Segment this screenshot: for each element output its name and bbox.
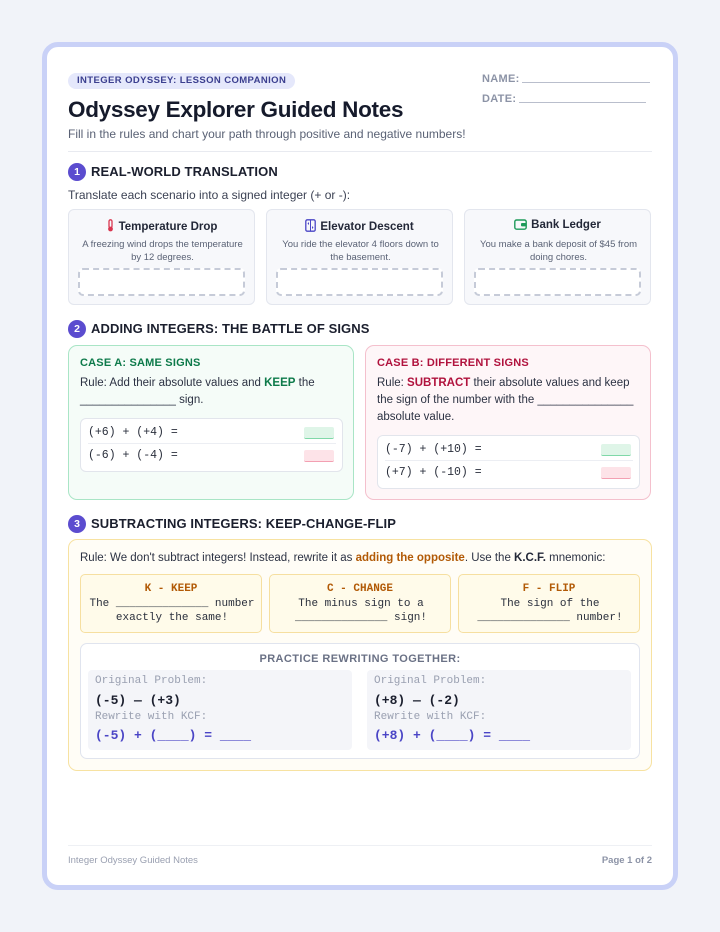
problem-row: (+7) + (-10) = — [385, 462, 633, 484]
step-text: The sign of the ______________ number! — [477, 598, 623, 624]
original-expression: (-5) — (+3) — [95, 693, 181, 708]
case-a-problems — [80, 418, 343, 472]
card-description: You ride the elevator 4 floors down to the basement. — [282, 239, 439, 263]
kcf-rewrite[interactable]: (+8) + (____) = ____ — [374, 728, 531, 743]
worksheet-page — [42, 42, 678, 890]
step-text: The minus sign to a ______________ sign! — [294, 598, 428, 624]
page-subtitle: Fill in the rules and chart your path through positive and negative numbers! — [68, 127, 466, 141]
kcf-panel — [68, 539, 652, 771]
answer-blank[interactable] — [304, 450, 334, 462]
adding-opposite-keyword: adding the opposite — [355, 552, 465, 564]
kcf-rule: Rule: We don't subtract integers! Instead, rewrite it as adding the opposite. Use the K.C.F. mnemonic: — [80, 552, 606, 564]
card-title: Elevator Descent — [320, 221, 414, 233]
footer-title: Integer Odyssey Guided Notes — [68, 855, 198, 866]
section-2-title: ADDING INTEGERS: THE BATTLE OF SIGNS — [91, 321, 370, 336]
date-label: DATE: — [482, 93, 517, 105]
section-1-instruction: Translate each scenario into a signed integer (+ or -): — [68, 188, 351, 202]
practice-title: PRACTICE REWRITING TOGETHER: — [259, 653, 461, 665]
section-3-title: SUBTRACTING INTEGERS: KEEP-CHANGE-FLIP — [91, 516, 396, 531]
date-line — [519, 102, 646, 103]
original-label: Original Problem: — [95, 675, 208, 687]
case-a-panel — [68, 345, 354, 500]
name-line — [522, 82, 650, 83]
problem-row: (-6) + (-4) = — [88, 445, 336, 467]
keep-keyword: KEEP — [264, 377, 296, 389]
practice-problem — [367, 670, 631, 750]
header-divider — [68, 151, 652, 152]
answer-box[interactable] — [78, 268, 245, 296]
practice-panel — [80, 643, 640, 759]
name-label: NAME: — [482, 73, 520, 85]
kcf-label: Rewrite with KCF: — [374, 711, 487, 723]
scenario-card-elevator — [266, 209, 453, 305]
lesson-badge: INTEGER ODYSSEY: LESSON COMPANION — [68, 73, 295, 89]
section-2-number: 2 — [68, 320, 86, 338]
elevator-icon — [305, 219, 316, 232]
card-title: Temperature Drop — [118, 221, 218, 233]
case-b-panel — [365, 345, 651, 500]
header — [68, 73, 652, 153]
section-3-number: 3 — [68, 515, 86, 533]
case-b-label: CASE B: DIFFERENT SIGNS — [377, 357, 529, 369]
kcf-rewrite[interactable]: (-5) + (____) = ____ — [95, 728, 252, 743]
original-label: Original Problem: — [374, 675, 487, 687]
thermometer-icon — [106, 219, 115, 232]
step-heading: C - CHANGE — [326, 583, 393, 595]
answer-box[interactable] — [276, 268, 443, 296]
case-a-rule: Rule: Add their absolute values and KEEP the _______________ sign. — [80, 377, 315, 406]
date-field[interactable] — [482, 93, 652, 105]
scenario-card-temperature — [68, 209, 255, 305]
problem-row: (-7) + (+10) = — [385, 439, 633, 461]
practice-problem — [88, 670, 352, 750]
step-heading: K - KEEP — [144, 583, 198, 595]
step-heading: F - FLIP — [522, 583, 576, 595]
answer-blank[interactable] — [601, 444, 631, 456]
card-description: You make a bank deposit of $45 from doing chores. — [479, 239, 638, 263]
kcf-step-flip — [458, 574, 640, 633]
case-a-label: CASE A: SAME SIGNS — [80, 357, 201, 369]
page-content — [68, 47, 652, 885]
step-text: The ______________ number exactly the same! — [89, 598, 255, 624]
answer-blank[interactable] — [601, 467, 631, 479]
scenario-card-bank — [464, 209, 651, 305]
page-title: Odyssey Explorer Guided Notes — [68, 97, 404, 122]
answer-box[interactable] — [474, 268, 641, 296]
section-1-title: REAL-WORLD TRANSLATION — [91, 164, 278, 179]
section-1-number: 1 — [68, 163, 86, 181]
card-title: Bank Ledger — [531, 219, 601, 231]
wallet-icon — [514, 219, 527, 230]
answer-blank[interactable] — [304, 427, 334, 439]
page-number: Page 1 of 2 — [601, 855, 652, 866]
kcf-label: Rewrite with KCF: — [95, 711, 208, 723]
original-expression: (+8) — (-2) — [374, 693, 460, 708]
case-b-problems — [377, 435, 640, 489]
kcf-step-change — [269, 574, 451, 633]
problem-row: (+6) + (+4) = — [88, 422, 336, 444]
case-b-rule: Rule: SUBTRACT their absolute values and keep the sign of the number with the _______________ absolute value. — [377, 377, 634, 423]
subtract-keyword: SUBTRACT — [407, 377, 471, 389]
kcf-keyword: K.C.F. — [514, 552, 546, 564]
card-description: A freezing wind drops the temperature by 12 degrees. — [82, 239, 243, 263]
name-field[interactable] — [482, 73, 652, 85]
kcf-step-keep — [80, 574, 262, 633]
footer-divider — [68, 845, 652, 846]
